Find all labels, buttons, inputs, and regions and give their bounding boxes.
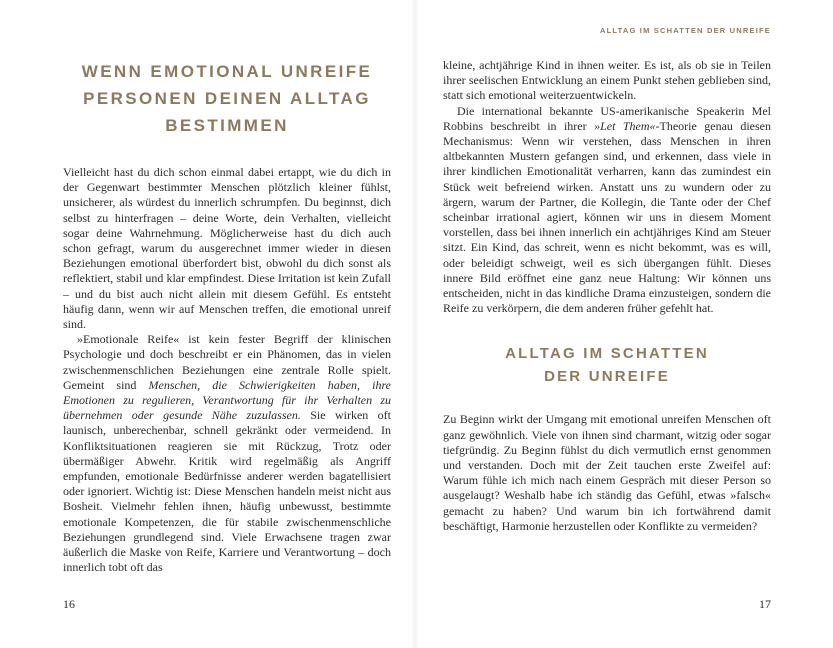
section-heading-line: DER UNREIFE [544,368,670,386]
page-right [443,0,771,648]
page-number-right: 17 [759,597,771,611]
left-body-text [63,165,391,575]
running-header: ALLTAG IM SCHATTEN DER UNREIFE [600,26,771,35]
paragraph: Die international bekannte US-amerikanische Speakerin Mel Robbins beschreibt in ihrer »Let Them«-Theorie genau diesen Mechanismus: Wenn wir verstehen, dass Menschen in ihren altbekannten Mustern gefangen sind, und erkennen, dass viele in ihrer kindlichen Emotionalität verharren, kann das zumindest ein Stück weit befreiend wirken. Anstatt uns zu wundern oder zu ärgern, warum der Partner, die Kollegin, die Tante oder der Chef scheinbar irrational agiert, können wir uns in diesem Moment vorstellen, dass bei ihnen innerlich ein achtjähriges Kind am Steuer sitzt. Ein Kind, das schreit, wenn es nicht bekommt, was es will, oder beleidigt schweigt, weil es sich übergangen fühlt. Dieses innere Bild eröffnet eine ganz neue Haltung: Wir können uns entscheiden, nicht in das kindliche Drama einzusteigen, sondern die Reife zu verkörpern, die dem anderen früher gefehlt hat. [443,103,771,316]
right-body-text-bottom [443,412,771,534]
section-heading-line: ALLTAG IM SCHATTEN [505,345,709,363]
page-gutter-divider [411,0,419,648]
chapter-title-line: PERSONEN DEINEN ALLTAG [83,89,371,108]
paragraph: Vielleicht hast du dich schon einmal dabei ertappt, wie du dich in der Gegenwart bestimmter Menschen plötzlich kleiner fühlst, unsicherer, als würdest du innerlich schrumpfen. Du beginnst, dich selbst zu hinterfragen – deine Worte, dein Verhalten, vielleicht sogar deine Wahrnehmung. Möglicherweise hast du dich auch schon gefragt, warum du ausgerechnet immer wieder in diesen Beziehungen emotional überfordert bist, obwohl du dich sonst als reflektiert, stabil und klar empfindest. Diese Irritation ist kein Zufall – und du bist auch nicht allein mit diesem Gefühl. Es entsteht häufig dann, wenn wir auf Menschen treffen, die emotional unreif sind. [63,165,391,332]
paragraph: Zu Beginn wirkt der Umgang mit emotional unreifen Menschen oft ganz gewöhnlich. Viele von ihnen sind charmant, witzig oder sogar tiefgründig. Zu Beginn fühlst du dich vermutlich ernst genommen und verstanden. Doch mit der Zeit tauchen erste Zweifel auf: Warum fühle ich mich nach einem Gespräch mit dieser Person so ausgelaugt? Weshalb habe ich ständig das Gefühl, etwas »falsch« gemacht zu haben? Und warum bin ich fortwährend damit beschäftigt, Harmonie herzustellen oder Konflikte zu vermeiden? [443,412,771,533]
section-heading [443,342,771,388]
page-number-left: 16 [63,597,75,611]
right-body-text-top [443,58,771,316]
page-left [63,0,391,648]
paragraph: kleine, achtjährige Kind in ihnen weiter. Es ist, als ob sie in Teilen ihrer seelischen Entwicklung an einem Punkt stehen geblieben sind, statt sich emotional weiterzuentwickeln. [443,58,771,103]
paragraph: »Emotionale Reife« ist kein fester Begriff der klinischen Psychologie und doch beschreibt er ein Phänomen, das in vielen zwischenmenschlichen Beziehungen eine zentrale Rolle spielt. Gemeint sind Menschen, die Schwierigkeiten haben, ihre Emotionen zu regulieren, Verantwortung für ihr Verhalten zu übernehmen oder gesunde Nähe zuzulassen. Sie wirken oft launisch, unberechenbar, schnell gekränkt oder vermeidend. In Konfliktsituationen reagieren sie mit Rückzug, Trotz oder übermäßiger Abwehr. Kritik wird regelmäßig als Angriff empfunden, emotionale Bedürfnisse anderer werden bagatellisiert oder ignoriert. Wichtig ist: Diese Menschen handeln meist nicht aus Bosheit. Vielmehr fehlen ihnen, häufig unbewusst, bestimmte emotionale Kompetenzen, die für stabile zwischenmenschliche Beziehungen grundlegend sind. Viele Erwachsene tragen zwar äußerlich die Maske von Reife, Karriere und Verantwortung – doch innerlich tobt oft das [63,332,391,575]
chapter-title [63,0,391,139]
chapter-title-line: WENN EMOTIONAL UNREIFE [81,62,373,81]
chapter-title-line: BESTIMMEN [165,116,289,135]
